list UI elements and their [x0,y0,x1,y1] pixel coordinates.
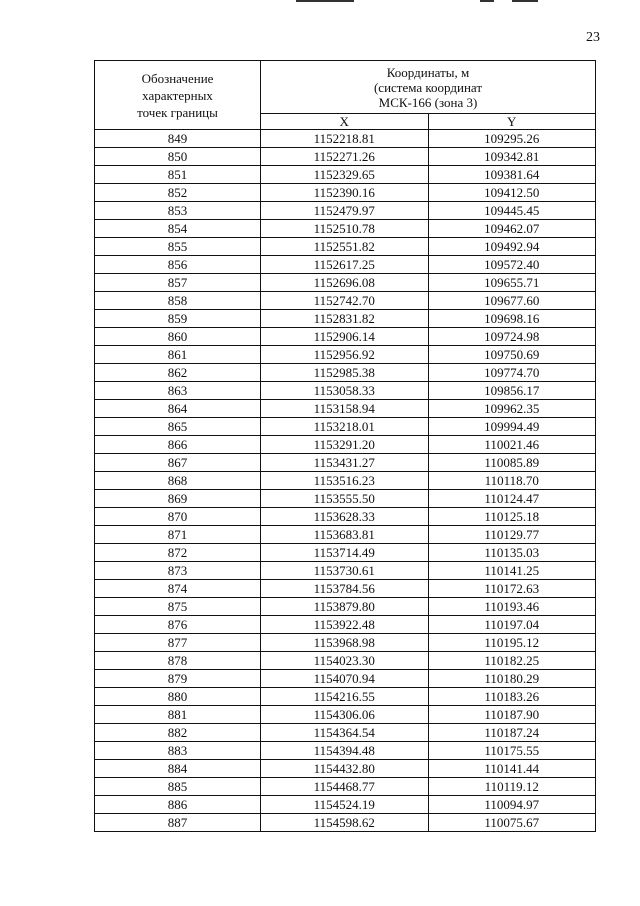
point-id-cell: 877 [95,634,261,652]
x-coordinate-cell: 1152551.82 [261,238,429,256]
table-row [95,724,596,742]
table-row [95,292,596,310]
y-coordinate-cell: 110125.18 [428,508,596,526]
page-number: 23 [586,30,600,45]
y-coordinate-cell: 110085.89 [428,454,596,472]
y-coordinate-cell: 110193.46 [428,598,596,616]
y-coordinate-cell: 110135.03 [428,544,596,562]
table-row [95,418,596,436]
point-id-cell: 887 [95,814,261,832]
table-row [95,796,596,814]
x-coordinate-cell: 1153879.80 [261,598,429,616]
x-coordinate-cell: 1152218.81 [261,130,429,148]
x-coordinate-cell: 1153683.81 [261,526,429,544]
x-coordinate-cell: 1152617.25 [261,256,429,274]
point-id-cell: 884 [95,760,261,778]
table-row [95,760,596,778]
point-id-cell: 866 [95,436,261,454]
y-coordinate-cell: 109381.64 [428,166,596,184]
table-row [95,634,596,652]
table-row [95,148,596,166]
table-row [95,490,596,508]
y-coordinate-cell: 109856.17 [428,382,596,400]
x-coordinate-cell: 1153968.98 [261,634,429,652]
x-coordinate-cell: 1154216.55 [261,688,429,706]
x-coordinate-cell: 1152479.97 [261,202,429,220]
y-coordinate-cell: 110175.55 [428,742,596,760]
point-id-cell: 885 [95,778,261,796]
table-row [95,778,596,796]
y-coordinate-cell: 110182.25 [428,652,596,670]
header-coordinates [261,61,596,114]
x-coordinate-cell: 1154364.54 [261,724,429,742]
y-coordinate-cell: 110195.12 [428,634,596,652]
y-coordinate-cell: 110183.26 [428,688,596,706]
x-coordinate-cell: 1153628.33 [261,508,429,526]
y-coordinate-cell: 110021.46 [428,436,596,454]
y-coordinate-cell: 110197.04 [428,616,596,634]
x-coordinate-cell: 1154023.30 [261,652,429,670]
table-body [95,130,596,832]
y-coordinate-cell: 110172.63 [428,580,596,598]
table-row [95,130,596,148]
table-row [95,526,596,544]
point-id-cell: 874 [95,580,261,598]
table-row [95,310,596,328]
point-id-cell: 855 [95,238,261,256]
table-row [95,364,596,382]
y-coordinate-cell: 109962.35 [428,400,596,418]
x-coordinate-cell: 1154070.94 [261,670,429,688]
point-id-cell: 879 [95,670,261,688]
header-x: X [261,114,429,130]
header-designation [95,61,261,130]
point-id-cell: 870 [95,508,261,526]
table-row [95,562,596,580]
point-id-cell: 857 [95,274,261,292]
table-row [95,328,596,346]
y-coordinate-cell: 109445.45 [428,202,596,220]
table-row [95,346,596,364]
table-row [95,220,596,238]
table-row [95,256,596,274]
x-coordinate-cell: 1153730.61 [261,562,429,580]
x-coordinate-cell: 1154598.62 [261,814,429,832]
y-coordinate-cell: 109774.70 [428,364,596,382]
y-coordinate-cell: 110119.12 [428,778,596,796]
table-row [95,706,596,724]
table-row [95,202,596,220]
table-row [95,814,596,832]
header-designation-line: Обозначение [141,70,214,86]
table-row [95,382,596,400]
point-id-cell: 851 [95,166,261,184]
header-designation-line: точек границы [137,104,218,120]
point-id-cell: 853 [95,202,261,220]
y-coordinate-cell: 110075.67 [428,814,596,832]
point-id-cell: 872 [95,544,261,562]
table-row [95,580,596,598]
table-row [95,274,596,292]
point-id-cell: 852 [95,184,261,202]
x-coordinate-cell: 1153058.33 [261,382,429,400]
y-coordinate-cell: 109750.69 [428,346,596,364]
x-coordinate-cell: 1153516.23 [261,472,429,490]
y-coordinate-cell: 109412.50 [428,184,596,202]
point-id-cell: 882 [95,724,261,742]
point-id-cell: 865 [95,418,261,436]
y-coordinate-cell: 110118.70 [428,472,596,490]
x-coordinate-cell: 1152510.78 [261,220,429,238]
x-coordinate-cell: 1152985.38 [261,364,429,382]
x-coordinate-cell: 1153922.48 [261,616,429,634]
y-coordinate-cell: 109572.40 [428,256,596,274]
y-coordinate-cell: 109655.71 [428,274,596,292]
point-id-cell: 880 [95,688,261,706]
table-row [95,742,596,760]
x-coordinate-cell: 1153431.27 [261,454,429,472]
y-coordinate-cell: 110180.29 [428,670,596,688]
point-id-cell: 869 [95,490,261,508]
point-id-cell: 868 [95,472,261,490]
table-row [95,400,596,418]
y-coordinate-cell: 109698.16 [428,310,596,328]
x-coordinate-cell: 1152696.08 [261,274,429,292]
point-id-cell: 861 [95,346,261,364]
x-coordinate-cell: 1152271.26 [261,148,429,166]
table-row [95,436,596,454]
table-row [95,688,596,706]
x-coordinate-cell: 1152742.70 [261,292,429,310]
point-id-cell: 859 [95,310,261,328]
table-row [95,508,596,526]
y-coordinate-cell: 109342.81 [428,148,596,166]
y-coordinate-cell: 110129.77 [428,526,596,544]
point-id-cell: 881 [95,706,261,724]
point-id-cell: 862 [95,364,261,382]
header-y: Y [428,114,596,130]
y-coordinate-cell: 109462.07 [428,220,596,238]
point-id-cell: 856 [95,256,261,274]
point-id-cell: 850 [95,148,261,166]
header-coordinates-line: (система координат [373,79,483,95]
y-coordinate-cell: 109295.26 [428,130,596,148]
header-designation-line: характерных [142,87,213,103]
point-id-cell: 867 [95,454,261,472]
point-id-cell: 860 [95,328,261,346]
point-id-cell: 864 [95,400,261,418]
point-id-cell: 876 [95,616,261,634]
table-row [95,598,596,616]
point-id-cell: 858 [95,292,261,310]
table-row [95,454,596,472]
x-coordinate-cell: 1153784.56 [261,580,429,598]
point-id-cell: 871 [95,526,261,544]
point-id-cell: 878 [95,652,261,670]
table-row [95,184,596,202]
point-id-cell: 854 [95,220,261,238]
table-row [95,616,596,634]
y-coordinate-cell: 110094.97 [428,796,596,814]
top-edge-marks [0,0,640,6]
x-coordinate-cell: 1154394.48 [261,742,429,760]
point-id-cell: 886 [95,796,261,814]
header-coordinates-line: Координаты, м [386,64,470,80]
header-coordinates-line: МСК-166 (зона 3) [378,94,478,110]
table-row [95,670,596,688]
point-id-cell: 875 [95,598,261,616]
x-coordinate-cell: 1154524.19 [261,796,429,814]
point-id-cell: 863 [95,382,261,400]
point-id-cell: 873 [95,562,261,580]
x-coordinate-cell: 1153714.49 [261,544,429,562]
x-coordinate-cell: 1153218.01 [261,418,429,436]
x-coordinate-cell: 1152390.16 [261,184,429,202]
x-coordinate-cell: 1152906.14 [261,328,429,346]
y-coordinate-cell: 110141.25 [428,562,596,580]
y-coordinate-cell: 110187.24 [428,724,596,742]
x-coordinate-cell: 1154432.80 [261,760,429,778]
table-row [95,166,596,184]
y-coordinate-cell: 110141.44 [428,760,596,778]
table-row [95,472,596,490]
y-coordinate-cell: 109994.49 [428,418,596,436]
point-id-cell: 883 [95,742,261,760]
y-coordinate-cell: 110124.47 [428,490,596,508]
table-row [95,544,596,562]
x-coordinate-cell: 1152831.82 [261,310,429,328]
table-row [95,652,596,670]
coordinates-table [94,60,596,832]
y-coordinate-cell: 109677.60 [428,292,596,310]
y-coordinate-cell: 109492.94 [428,238,596,256]
y-coordinate-cell: 110187.90 [428,706,596,724]
x-coordinate-cell: 1153158.94 [261,400,429,418]
y-coordinate-cell: 109724.98 [428,328,596,346]
x-coordinate-cell: 1154468.77 [261,778,429,796]
table-row [95,238,596,256]
x-coordinate-cell: 1153555.50 [261,490,429,508]
x-coordinate-cell: 1154306.06 [261,706,429,724]
x-coordinate-cell: 1153291.20 [261,436,429,454]
point-id-cell: 849 [95,130,261,148]
x-coordinate-cell: 1152956.92 [261,346,429,364]
x-coordinate-cell: 1152329.65 [261,166,429,184]
